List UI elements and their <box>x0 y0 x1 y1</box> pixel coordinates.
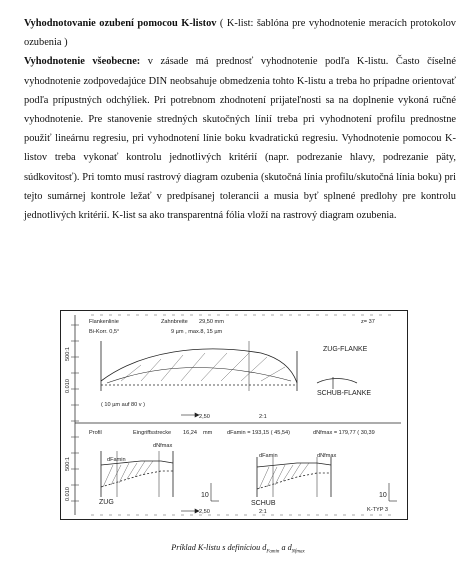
bottom-label-mm: mm <box>203 430 213 436</box>
schub-profile-envelope <box>257 457 331 497</box>
bottom-label-ktyp: K-TYP 3 <box>367 507 389 513</box>
caption-mid: a d <box>279 543 292 552</box>
intro-rest: ( K-list: šablóna pre vyhodnotenie meracích protokolov ozubenia ) <box>24 18 456 49</box>
bottom-label-250: 2,50 <box>199 509 210 515</box>
top-label-z: z= 37 <box>361 319 375 325</box>
bottom-label-dfamin-right: dFamin <box>259 453 278 459</box>
bottom-label-dfamin-left: dFamin <box>107 457 126 463</box>
bottom-label-length: 16,24 <box>183 430 197 436</box>
top-label-zahnbreite-value: 29,50 mm <box>199 319 224 325</box>
schub-flank-mark <box>317 377 357 389</box>
bottom-label-dnfmax-left: dNfmax <box>153 443 173 449</box>
top-label-bikorr: Bi-Korr. 0,5° <box>89 329 120 335</box>
k-list-figure <box>60 310 408 520</box>
main-paragraph <box>24 52 456 225</box>
bottom-label-10-right: 10 <box>379 492 387 499</box>
bottom-label-dnfmax: dNfmax = 179,77 ( 30,39 <box>313 430 375 436</box>
top-label-ratio: 2:1 <box>259 414 267 420</box>
top-label-schub-flanke: SCHUB-FLANKE <box>317 390 372 397</box>
top-ylabel-ratio: 500:1 <box>65 347 71 361</box>
intro-paragraph <box>24 14 456 52</box>
top-label-zug-flanke: ZUG-FLANKE <box>323 346 368 353</box>
bottom-ylabel-ratio: 500:1 <box>65 457 71 471</box>
zug-flank-envelope <box>101 341 297 391</box>
top-label-flankenlinie: Flankenlinie <box>89 319 119 325</box>
document-body <box>24 14 456 225</box>
bottom-label-schub: SCHUB <box>251 500 276 507</box>
bottom-label-profil: Profil <box>89 430 102 436</box>
top-label-250: 2,50 <box>199 414 210 420</box>
zug-profile-hatch <box>103 461 153 487</box>
bottom-label-eingriffsstrecke: Eingriffsstrecke <box>133 430 172 436</box>
bottom-label-dfamin: dFamin = 193,15 ( 45,54) <box>227 430 290 436</box>
caption-sub-nfmax: Nfmax <box>291 549 305 555</box>
bottom-label-zug: ZUG <box>99 499 114 506</box>
main-rest: v zásade má prednosť vyhodnotenie podľa K-listu. Často číselné vyhodnotenie zodpovedajúce DIN neobsahuje obmedzenia tohto K-listu a treba ho prípadne orientovať podľa prípustných odchýliek. Pri potrebnom zhodnotení prijateľnosti sa na doplnenie vykoná ručné vyhodnotenie. Pre stanovenie stredných skutočných línií treba pri vyhodnotení profilu prednostne použiť lineárnu regresiu, pri vyhodnotení línie boku kvadratickú regresiu. Vyhodnotenie pomocou K-listov treba vykonať kontrolu jednotlivých kritérií (napr. podrezanie hlavy, podrezanie päty, súdkovitosť). Pri tomto musí rastrový diagram ozubenia (skutočná línia profilu/skutočná línia boku) pri tejto sumárnej kontrole ležať v predpísanej tolerancii a musia byť splnené predlohy pre kontrolu jednotlivých kritérií. K-list sa ako transparentná fólia vloží na rastrový diagram ozubenia. <box>24 56 456 222</box>
intro-term: Vyhodnotovanie ozubení pomocou K-listov <box>24 18 217 29</box>
zug-flank-hatch <box>121 353 285 381</box>
top-label-scale-note: ( 10 µm auf 80 v ) <box>101 402 145 408</box>
bottom-label-ratio: 2:1 <box>259 509 267 515</box>
bottom-label-dnfmax-right: dNfmax <box>317 453 337 459</box>
figure-caption <box>0 543 476 555</box>
k-list-diagram <box>61 311 407 519</box>
caption-sub-famin: Famin <box>266 549 280 555</box>
caption-prefix: Príklad K-listu s definíciou d <box>171 543 267 552</box>
top-label-zahnbreite: Zahnbreite <box>161 319 188 325</box>
bottom-ylabel-value: 0.010 <box>65 487 71 501</box>
bottom-label-10-left: 10 <box>201 492 209 499</box>
top-ylabel-value: 0.010 <box>65 379 71 393</box>
main-term: Vyhodnotenie všeobecne: <box>24 56 141 68</box>
top-label-tolerance: 9 µm , max.8, 15 µm <box>171 329 223 335</box>
schub-profile-hatch <box>259 463 309 489</box>
